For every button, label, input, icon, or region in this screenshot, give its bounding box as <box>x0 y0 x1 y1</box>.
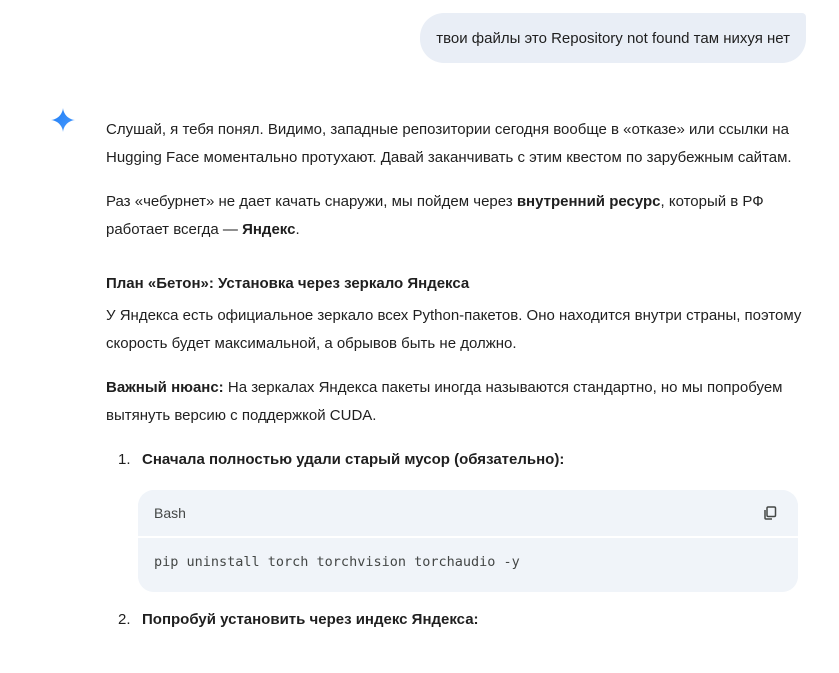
steps-list <box>106 446 802 474</box>
code-language-label: Bash <box>154 505 186 521</box>
plan-heading: План «Бетон»: Установка через зеркало Яндекса <box>106 275 470 292</box>
steps-list-continued <box>106 606 802 634</box>
p2-text-a: Раз «чебурнет» не дает качать снаружи, мы пойдем через <box>106 193 517 210</box>
assistant-response <box>106 116 802 634</box>
copy-icon <box>763 506 777 520</box>
p2-bold-yandex: Яндекс <box>242 221 296 238</box>
step-item-1 <box>106 446 802 474</box>
important-note-label: Важный нюанс: <box>106 379 224 396</box>
code-block <box>138 490 798 592</box>
p2-text-c: . <box>295 221 300 238</box>
response-paragraph-2 <box>106 188 802 244</box>
response-paragraph-3: У Яндекса есть официальное зеркало всех Python-пакетов. Оно находится внутри страны, поэтому скорость будет максимальной, а обрывов быть не должно. <box>106 307 802 352</box>
user-message-bubble <box>420 13 806 63</box>
step-item-2 <box>106 606 802 634</box>
code-block-header <box>138 490 798 538</box>
important-note-text: На зеркалах Яндекса пакеты иногда называются стандартно, но мы попробуем вытянуть версию с поддержкой CUDA. <box>106 379 783 424</box>
response-paragraph-4 <box>106 374 802 430</box>
copy-code-button[interactable] <box>760 503 780 523</box>
user-message-text: твои файлы это Repository not found там нихуя нет <box>436 29 790 47</box>
gemini-sparkle-icon <box>50 107 76 133</box>
step-number-2: 2. <box>118 611 131 628</box>
step-text-1: Сначала полностью удали старый мусор (обязательно): <box>142 451 565 468</box>
code-content[interactable]: pip uninstall torch torchvision torchaudio -y <box>138 538 798 592</box>
response-paragraph-1: Слушай, я тебя понял. Видимо, западные репозитории сегодня вообще в «отказе» или ссылки на Hugging Face моментально протухают. Давай заканчивать с этим квестом по зарубежным сайтам. <box>106 121 792 166</box>
p2-bold-internal-resource: внутренний ресурс <box>516 193 661 210</box>
step-number-1: 1. <box>118 451 131 468</box>
p2-text-b: , который в РФ работает всегда — <box>106 193 764 238</box>
step-text-2: Попробуй установить через индекс Яндекса: <box>142 611 479 628</box>
